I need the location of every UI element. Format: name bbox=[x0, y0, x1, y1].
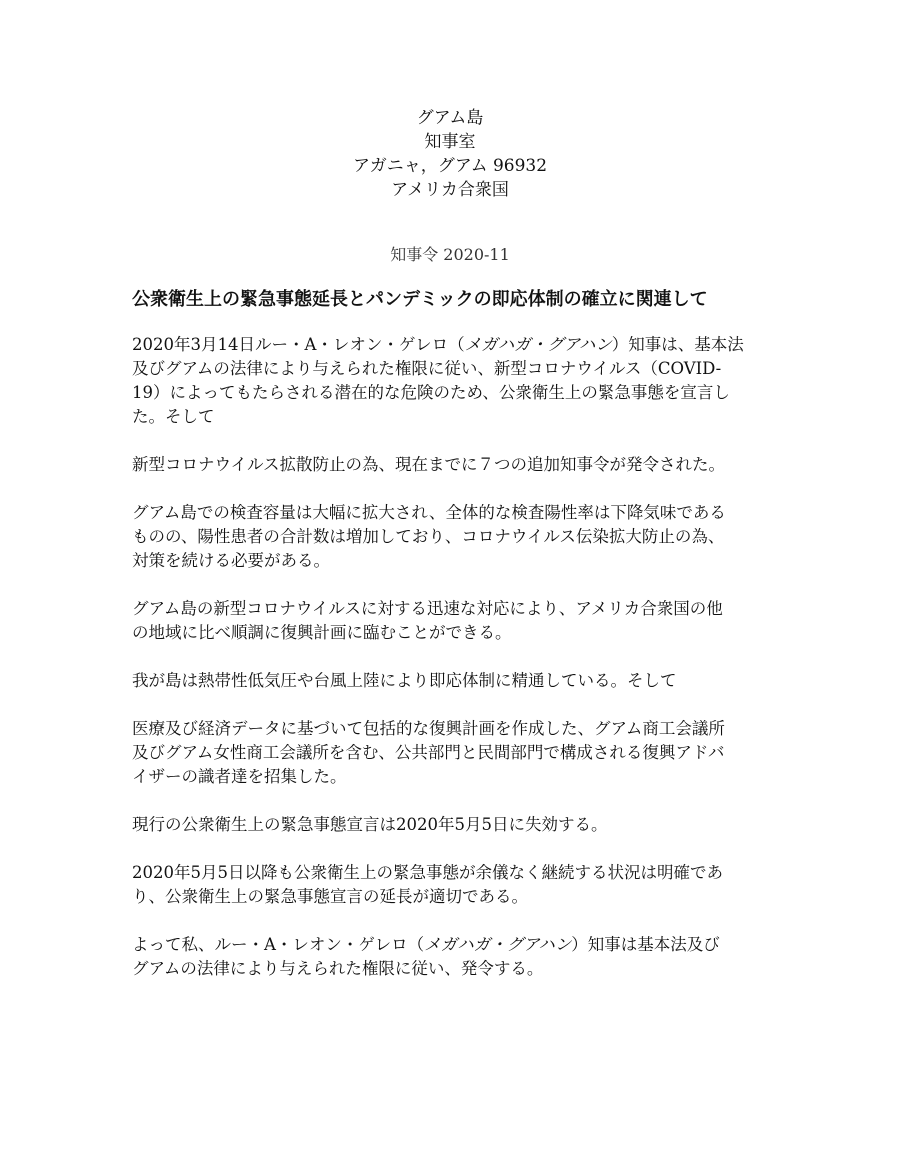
letterhead-office: 知事室 bbox=[424, 132, 476, 152]
paragraph-line: イザーの識者達を招集した。 bbox=[132, 767, 347, 786]
paragraph-line: 対策を続ける必要がある。 bbox=[132, 551, 330, 570]
governor-title-italic: メガハガ・グアハン bbox=[464, 335, 612, 354]
paragraph-recovery-advisors bbox=[132, 717, 772, 789]
text-run: よって私、ルー・A・レオン・ゲレロ（ bbox=[132, 935, 425, 954]
paragraph-line: 新型コロナウイルス拡散防止の為、現在までに７つの追加知事令が発令された。 bbox=[132, 455, 726, 474]
paragraph-line: り、公衆衛生上の緊急事態宣言の延長が適切である。 bbox=[132, 887, 528, 906]
paragraph-line: グアム島の新型コロナウイルスに対する迅速な対応により、アメリカ合衆国の他 bbox=[132, 599, 723, 618]
paragraph-line: グアムの法律により与えられた権限に従い、発令する。 bbox=[132, 959, 544, 978]
paragraph-line: 我が島は熱帯性低気圧や台風上陸により即応体制に精通している。そして bbox=[132, 671, 677, 690]
paragraph-line bbox=[132, 333, 772, 357]
letterhead-country: アメリカ合衆国 bbox=[391, 180, 509, 200]
letterhead bbox=[0, 106, 900, 202]
text-run: ）知事は、基本法 bbox=[611, 335, 744, 354]
paragraph-extension-justification bbox=[132, 861, 772, 909]
paragraph-line: ものの、陽性患者の合計数は増加しており、コロナウイルス伝染拡大防止の為、 bbox=[132, 527, 725, 546]
letterhead-address: アガニャ，グアム 96932 bbox=[352, 156, 548, 176]
paragraph-line: 及びグアム女性商工会議所を含む、公共部門と民間部門で構成される復興アドバ bbox=[132, 743, 725, 762]
paragraph-line bbox=[132, 933, 772, 957]
paragraph-line: グアム島での検査容量は大幅に拡大され、全体的な検査陽性率は下降気味である bbox=[132, 503, 726, 522]
paragraph-additional-orders bbox=[132, 453, 772, 477]
paragraph-line: 19）によってもたらされる潜在的な危険のため、公衆衛生上の緊急事態を宣言し bbox=[132, 383, 730, 402]
text-run: 2020年3月14日ルー・A・レオン・ゲレロ（ bbox=[132, 335, 465, 354]
paragraph-line: 現行の公衆衛生上の緊急事態宣言は2020年5月5日に失効する。 bbox=[132, 815, 608, 834]
paragraph-line: 医療及び経済データに基づいて包括的な復興計画を作成した、グアム商工会議所 bbox=[132, 719, 725, 738]
paragraph-testing-capacity bbox=[132, 501, 772, 573]
paragraph-declaration bbox=[132, 333, 772, 429]
paragraph-expiration bbox=[132, 813, 772, 837]
order-subject: 公衆衛生上の緊急事態延長とパンデミックの即応体制の確立に関連して bbox=[132, 289, 708, 310]
paragraph-line: の地域に比べ順調に復興計画に臨むことができる。 bbox=[132, 623, 512, 642]
paragraph-order-issuance bbox=[132, 933, 772, 981]
governor-title-italic: メガハガ・グアハン bbox=[424, 935, 572, 954]
order-body bbox=[132, 333, 772, 1005]
paragraph-line: 及びグアムの法律により与えられた権限に従い、新型コロナウイルス（COVID- bbox=[132, 359, 722, 378]
paragraph-preparedness bbox=[132, 669, 772, 693]
paragraph-rapid-response bbox=[132, 597, 772, 645]
paragraph-line: た。そして bbox=[132, 407, 215, 426]
letterhead-island: グアム島 bbox=[416, 108, 484, 128]
executive-order-number: 知事令 2020-11 bbox=[390, 245, 510, 264]
paragraph-line: 2020年5月5日以降も公衆衛生上の緊急事態が余儀なく継続する状況は明確であ bbox=[132, 863, 723, 882]
text-run: ）知事は基本法及び bbox=[571, 935, 720, 954]
